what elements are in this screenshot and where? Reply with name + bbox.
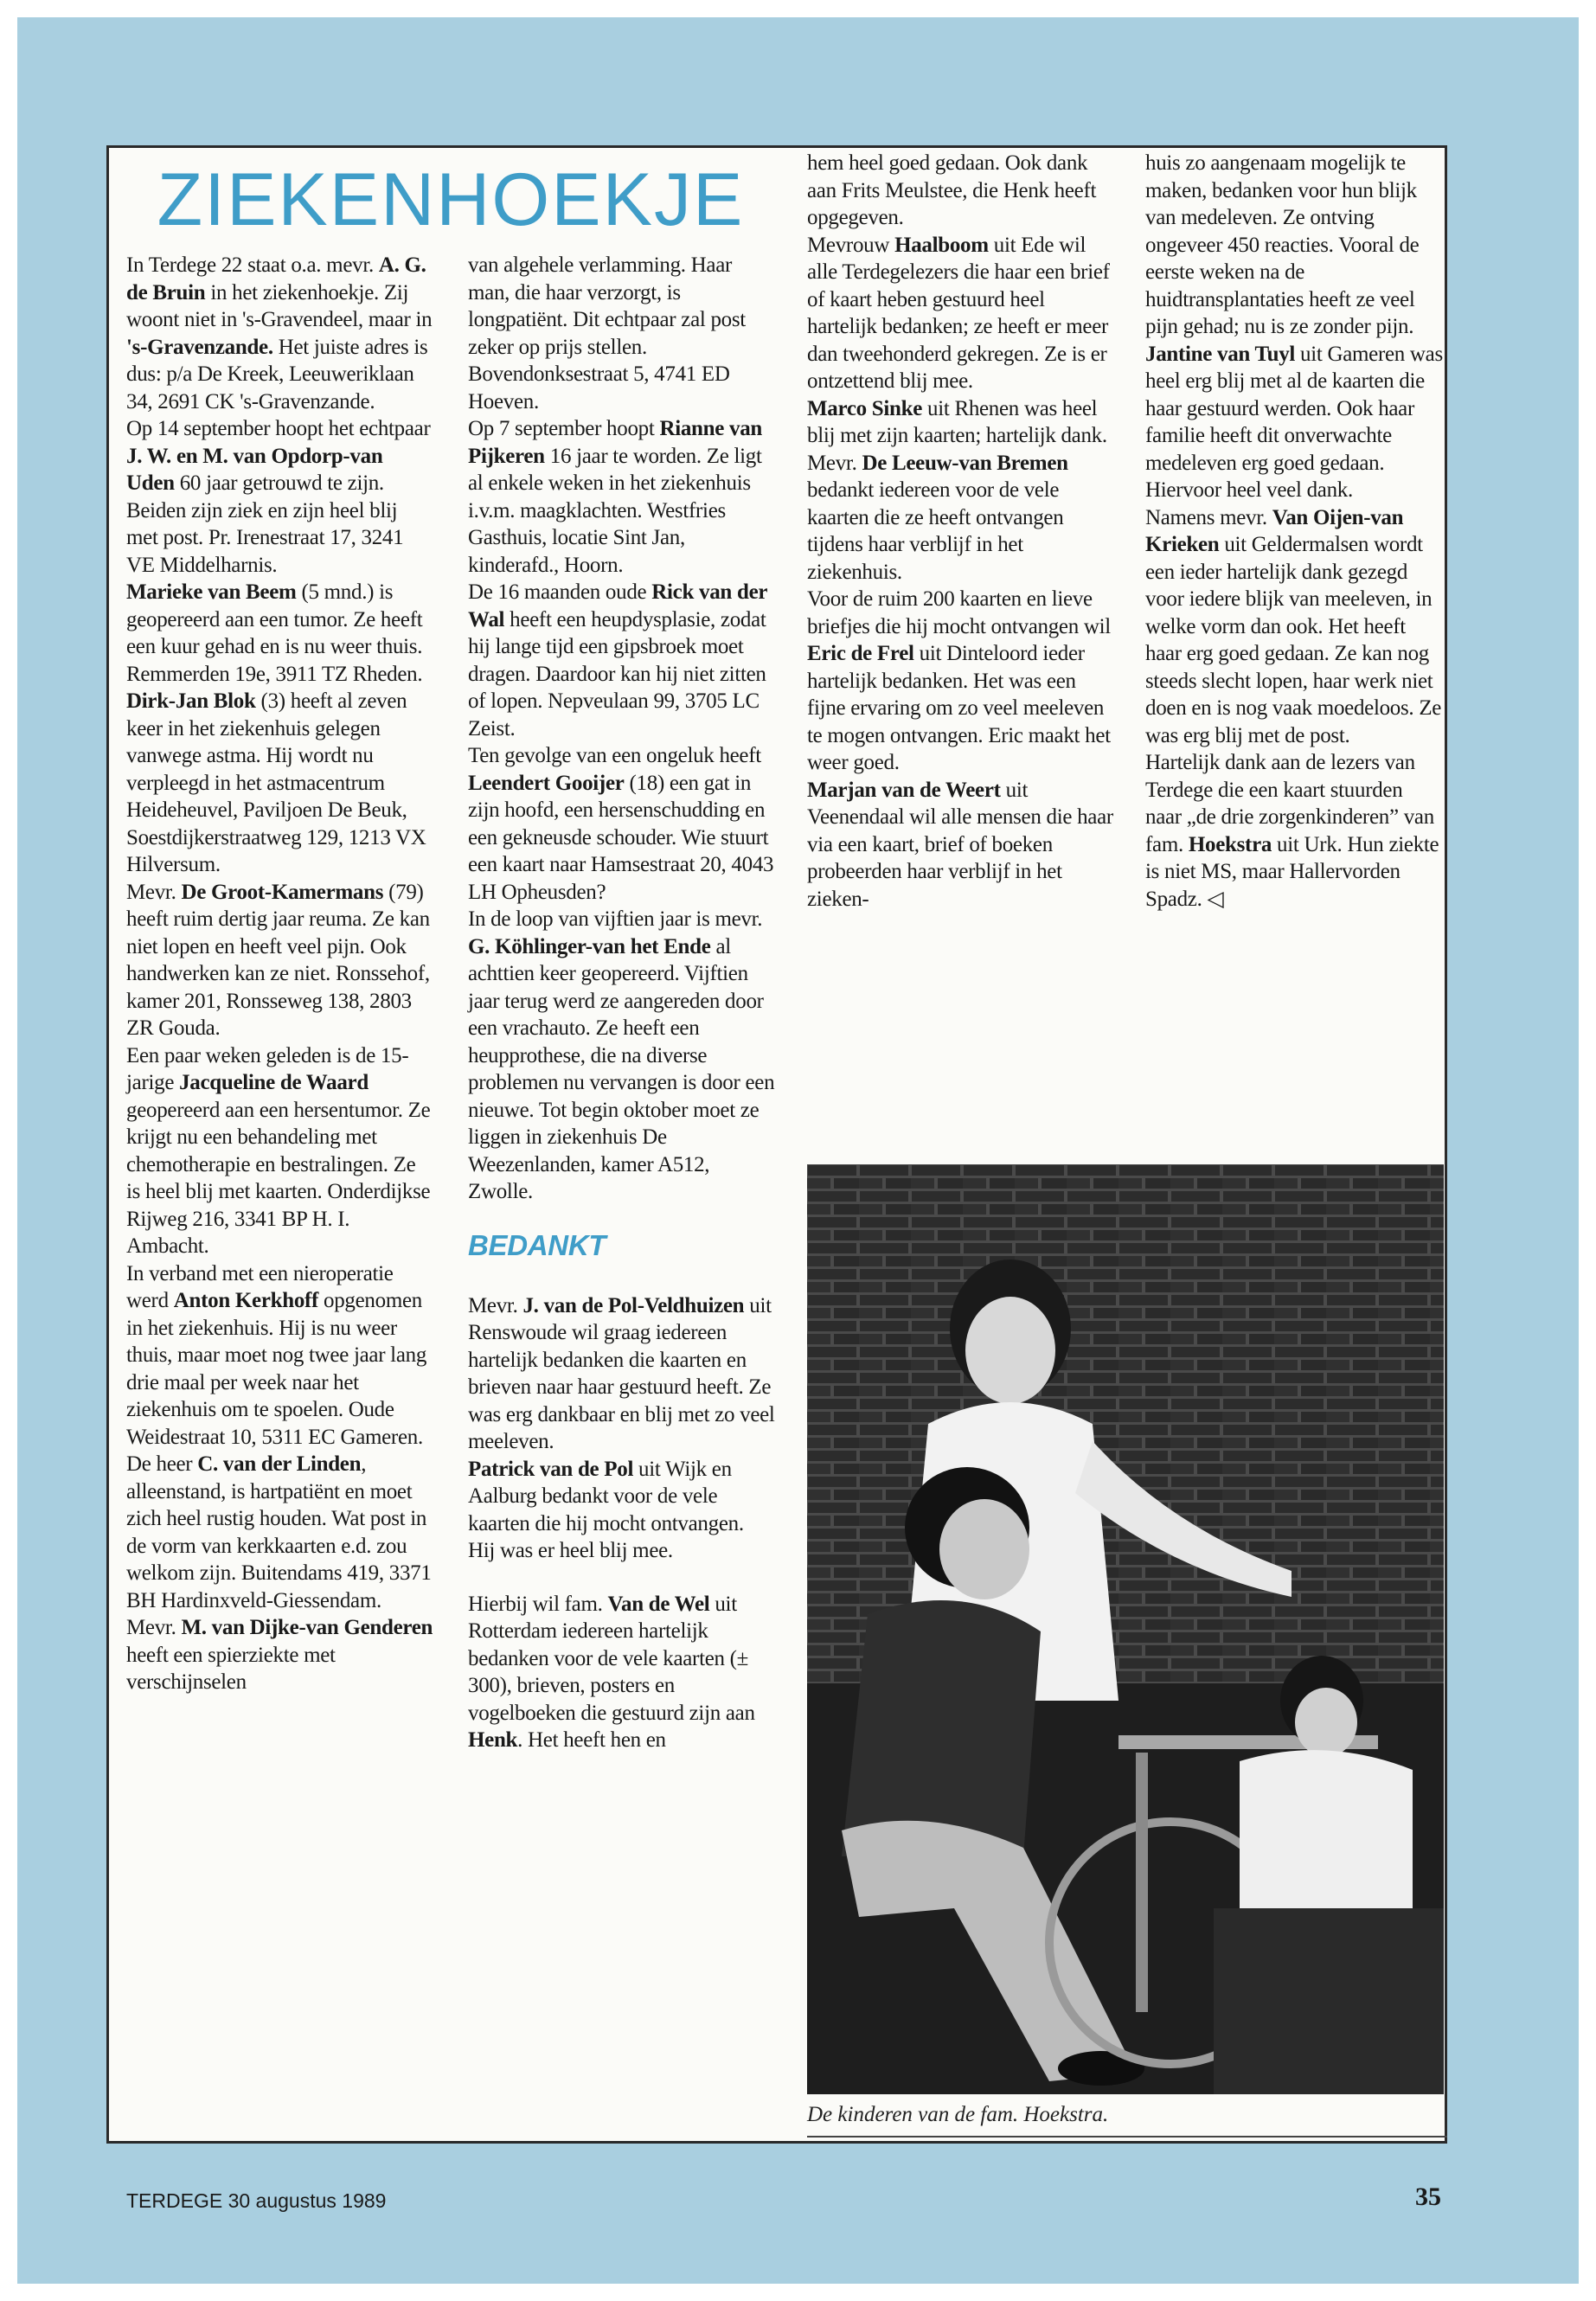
bold-name: Hoekstra [1188, 832, 1272, 856]
paragraph: Een paar weken geleden is de 15-jarige Jacqueline de Waard geopereerd aan een hersentumor. Ze krijgt nu een behandeling met chemotherapie en bestralingen. Ze is heel blij met kaarten. Onderdijkse Rijweg 216, 3341 BP H. I. Ambacht. [126, 1043, 431, 1258]
column-2-bedankt-text-2 [468, 1591, 775, 1754]
column-3-text [807, 150, 1114, 913]
paragraph: Op 14 september hoopt het echtpaar J. W. en M. van Opdorp-van Uden 60 jaar getrouwd te zijn. Beiden zijn ziek en zijn heel blij met post. Pr. Irenestraat 17, 3241 VE Middelharnis. [126, 417, 431, 577]
bold-name: Van de Wel [607, 1592, 710, 1616]
column-4 [1145, 150, 1444, 913]
bold-name: Haalboom [894, 233, 989, 257]
bold-name: Marieke van Beem [126, 580, 297, 604]
paragraph: Marjan van de Weert uit Veenendaal wil alle mensen die haar via een kaart, brief of boeken probeerden haar verblijf in het zieken- [807, 778, 1113, 911]
bottom-rule [807, 2136, 1447, 2138]
column-1-text [126, 252, 433, 1696]
footer-publication: TERDEGE 30 augustus 1989 [126, 2189, 387, 2212]
bold-name: A. G. de Bruin [126, 253, 426, 304]
paragraph: De 16 maanden oude Rick van der Wal heeft een heupdysplasie, zodat hij lange tijd een gipsbroek moet dragen. Daardoor kan hij niet zitten of lopen. Nepveulaan 99, 3705 LC Zeist. [468, 580, 767, 740]
column-4-text [1145, 150, 1444, 913]
bold-name: Jacqueline de Waard [179, 1071, 369, 1094]
column-1 [126, 252, 433, 1696]
bold-name: Eric de Frel [807, 642, 914, 665]
bold-name: Dirk-Jan Blok [126, 689, 256, 713]
paragraph: Jantine van Tuyl uit Gameren was heel erg blij met al de kaarten die haar gestuurd werden. Ook haar familie heeft dit onverwachte medeleven erg goed gedaan. Hiervoor heel veel dank. [1145, 342, 1443, 502]
bold-name: De Groot-Kamermans [181, 880, 384, 904]
paragraph: Marco Sinke uit Rhenen was heel blij met zijn kaarten; hartelijk dank. [807, 396, 1107, 447]
page-background [17, 17, 1579, 2284]
bold-name: Henk [468, 1728, 518, 1752]
photo-image [807, 1164, 1444, 2094]
paragraph: De heer C. van der Linden, alleenstand, is hartpatiënt en moet zich heel rustig houden. Wat post in de vorm van kerkkaarten e.d. zou welkom zijn. Buitendams 419, 3371 BH Hardinxveld-Giessendam. [126, 1452, 432, 1612]
column-2 [468, 252, 775, 1754]
paragraph: Hartelijk dank aan de lezers van Terdege die een kaart stuurden naar „de drie zorgenkinderen” van fam. Hoekstra uit Urk. Hun ziekte is niet MS, maar Hallervorden Spadz. ◁ [1145, 751, 1439, 911]
bold-name: Jantine van Tuyl [1145, 342, 1296, 366]
bold-name: Marco Sinke [807, 396, 923, 420]
paragraph: Namens mevr. Van Oijen-van Krieken uit Geldermalsen wordt een ieder hartelijk dank gezegd voor iedere blijk van meeleven, in welke vorm dan ook. Het heeft haar erg goed gedaan. Ze kan nog steeds slecht lopen, haar werk niet doen en is nog vaak moedeloos. Ze was erg blij met de post. [1145, 505, 1442, 747]
paragraph: In de loop van vijftien jaar is mevr. G. Köhlinger-van het Ende al achttien keer geopereerd. Vijftien jaar terug werd ze aangereden door een vrachauto. Ze heeft een heupprothese, die na diverse problemen nu vervangen is door een nieuwe. Tot begin oktober moet ze liggen in ziekenhuis De Weezenlanden, kamer A512, Zwolle. [468, 907, 775, 1203]
column-3 [807, 150, 1114, 913]
paragraph: Hierbij wil fam. Van de Wel uit Rotterdam iedereen hartelijk bedanken voor de vele kaarten (± 300), brieven, posters en vogelboeken die gestuurd zijn aan Henk. Het heeft hen en [468, 1592, 755, 1752]
paragraph: Mevr. J. van de Pol-Veldhuizen uit Renswoude wil graag iedereen hartelijk bedanken die kaarten en brieven naar haar gestuurd heeft. Ze was erg dankbaar en blij met zo veel meeleven. [468, 1293, 775, 1453]
bold-name: 's-Gravenzande. [126, 335, 273, 359]
paragraph: hem heel goed gedaan. Ook dank aan Frits Meulstee, die Henk heeft opgegeven. [807, 151, 1097, 229]
bold-name: M. van Dijke-van Genderen [181, 1616, 433, 1639]
paragraph: Voor de ruim 200 kaarten en lieve briefjes die hij mocht ontvangen wil Eric de Frel uit Dinteloord ieder hartelijk bedanken. Het was een fijne ervaring om zo veel meeleven te mogen ontvangen. Eric maakt het weer goed. [807, 587, 1111, 774]
paragraph: In Terdege 22 staat o.a. mevr. A. G. de Bruin in het ziekenhoekje. Zij woont niet in 's-Gravendeel, maar in 's-Gravenzande. Het juiste adres is dus: p/a De Kreek, Leeuweriklaan 34, 2691 CK 's-Gravenzande. [126, 253, 433, 413]
column-2-text [468, 252, 775, 1206]
bold-name: Rianne van Pijkeren [468, 417, 762, 468]
paragraph: Marieke van Beem (5 mnd.) is geopereerd aan een tumor. Ze heeft een kuur gehad en is nu weer thuis. Remmerden 19e, 3911 TZ Rheden. [126, 580, 423, 686]
bold-name: G. Köhlinger-van het Ende [468, 934, 711, 958]
photo-caption: De kinderen van de fam. Hoekstra. [807, 2103, 1109, 2126]
bold-name: C. van der Linden [197, 1452, 362, 1476]
paragraph: Mevrouw Haalboom uit Ede wil alle Terdegelezers die haar een brief of kaart heben gestuurd heel hartelijk bedanken; ze heeft er meer dan tweehonderd gekregen. Ze is er ontzettend blij mee. [807, 233, 1110, 393]
bold-name: Patrick van de Pol [468, 1457, 634, 1481]
photo-hoekstra-children [807, 1164, 1444, 2094]
magazine-page [106, 145, 1447, 2212]
bold-name: J. W. en M. van Opdorp-van Uden [126, 444, 383, 495]
bold-name: Anton Kerkhoff [173, 1289, 319, 1312]
paragraph: Patrick van de Pol uit Wijk en Aalburg bedankt voor de vele kaarten die hij mocht ontvangen. Hij was er heel blij mee. [468, 1457, 744, 1562]
paragraph: Mevr. De Groot-Kamermans (79) heeft ruim dertig jaar reuma. Ze kan niet lopen en heeft veel pijn. Ook handwerken kan ze niet. Ronssehof, kamer 201, Ronsseweg 138, 2803 ZR Gouda. [126, 880, 430, 1040]
bold-name: J. van de Pol-Veldhuizen [522, 1293, 745, 1317]
bold-name: Van Oijen-van Krieken [1145, 505, 1404, 556]
paragraph: Ten gevolge van een ongeluk heeft Leendert Gooijer (18) een gat in zijn hoofd, een hersenschudding en een gekneusde schouder. Wie stuurt een kaart naar Hamsestraat 20, 4043 LH Opheusden? [468, 744, 774, 904]
paragraph: huis zo aangenaam mogelijk te maken, bedanken voor hun blijk van medeleven. Ze ontving ongeveer 450 reacties. Vooral de eerste weken na de huidtransplantaties heeft ze veel pijn gehad; nu is ze zonder pijn. [1145, 151, 1420, 338]
paragraph: In verband met een nieroperatie werd Anton Kerkhoff opgenomen in het ziekenhuis. Hij is nu weer thuis, maar moet nog twee jaar lang drie maal per week naar het ziekenhuis om te spoelen. Oude Weidestraat 10, 5311 EC Gameren. [126, 1261, 427, 1449]
bold-name: Rick van der Wal [468, 580, 767, 631]
paragraph: Mevr. De Leeuw-van Bremen bedankt iedereen voor de vele kaarten die ze heeft ontvangen tijdens haar verblijf in het ziekenhuis. [807, 451, 1068, 584]
page-number: 35 [1415, 2182, 1441, 2211]
bold-name: Leendert Gooijer [468, 771, 625, 795]
section-heading-bedankt: BEDANKT [468, 1228, 606, 1261]
paragraph: Mevr. M. van Dijke-van Genderen heeft een spierziekte met verschijnselen [126, 1616, 433, 1694]
paragraph: van algehele verlamming. Haar man, die haar verzorgt, is longpatiënt. Dit echtpaar zal post zeker op prijs stellen. Bovendonksestraat 5, 4741 ED Hoeven. [468, 253, 746, 413]
paragraph: Dirk-Jan Blok (3) heeft al zeven keer in het ziekenhuis gelegen vanwege astma. Hij wordt nu verpleegd in het astmacentrum Heideheuvel, Paviljoen De Beuk, Soestdijkerstraatweg 129, 1213 VX Hilversum. [126, 689, 426, 876]
paragraph-gap [468, 1565, 775, 1591]
page-title: ZIEKENHOEKJE [157, 158, 745, 241]
bold-name: De Leeuw-van Bremen [862, 451, 1068, 475]
column-2-bedankt-text [468, 1292, 775, 1565]
bold-name: Marjan van de Weert [807, 778, 1001, 802]
paragraph: Op 7 september hoopt Rianne van Pijkeren 16 jaar te worden. Ze ligt al enkele weken in het ziekenhuis i.v.m. maagklachten. Westfries Gasthuis, locatie Sint Jan, kinderafd., Hoorn. [468, 417, 762, 577]
